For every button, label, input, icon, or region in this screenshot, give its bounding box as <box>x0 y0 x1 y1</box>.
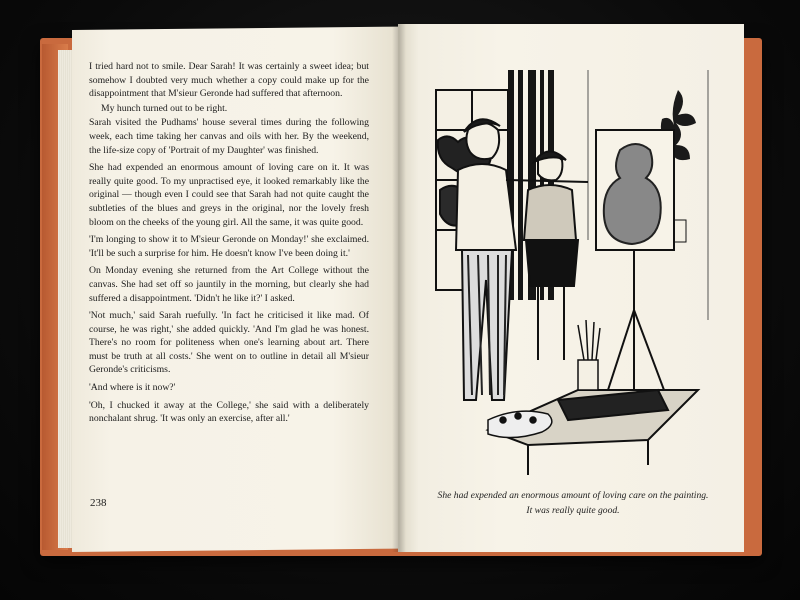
brush-jar <box>578 320 600 390</box>
paragraph: She had expended an enormous amount of loving care on it. It was really quite good. To my unpractised eye, it looked remarkably like the original — though even I could see that Sarah had not quite caught the subtleties of the blues and greys in the original, nor the lovely fresh bloom on the cheeks of the young girl. All the same, it was quite good. <box>89 162 369 228</box>
caption-line: It was really quite good. <box>526 505 620 516</box>
paragraph: 'I'm longing to show it to M'sieur Geronde on Monday!' she exclaimed. 'It'll be such a surprise for him. He doesn't know I've been doing it.' <box>89 234 369 259</box>
paragraph: 'Oh, I chucked it away at the College,' she said with a deliberately nonchalant shrug. 'It was only an exercise, after all.' <box>89 399 369 425</box>
book-gutter <box>392 24 406 552</box>
paragraph: My hunch turned out to be right. <box>101 102 228 114</box>
paragraph: I tried hard not to smile. Dear Sarah! It was certainly a sweet idea; but somehow I doubted very much whether a copy could make up for the disappointment that M'sieur Geronde had suffered that afternoon. <box>89 61 369 100</box>
paragraph: 'And where is it now?' <box>89 382 176 394</box>
paragraph: Sarah visited the Pudhams' house several times during the following week, each time taking her canvas and oils with her. By the weekend, the life-size copy of 'Portrait of my Daughter' was finished. <box>89 117 369 156</box>
easel-with-portrait <box>596 130 674 390</box>
paragraph: 'Not much,' said Sarah ruefully. 'In fact he criticised it like mad. Of course, he was right,' she added quickly. 'And I'm glad he was honest. There's no room for politeness when one's learning about art. There must be truth at all costs.' She went on to outline in detail all M'sieur Geronde's criticisms. <box>89 310 369 376</box>
page-number: 238 <box>90 497 107 509</box>
paragraph: On Monday evening she returned from the Art College without the canvas. She had set off so jauntily in the morning, but clearly she had suffered a disappointment. 'Didn't he like it?' I asked. <box>89 265 369 304</box>
illustration-girls-painting <box>428 70 718 482</box>
illustration-caption <box>420 488 726 518</box>
left-page-text <box>89 60 369 427</box>
caption-line: She had expended an enormous amount of loving care on the painting. <box>437 490 709 501</box>
